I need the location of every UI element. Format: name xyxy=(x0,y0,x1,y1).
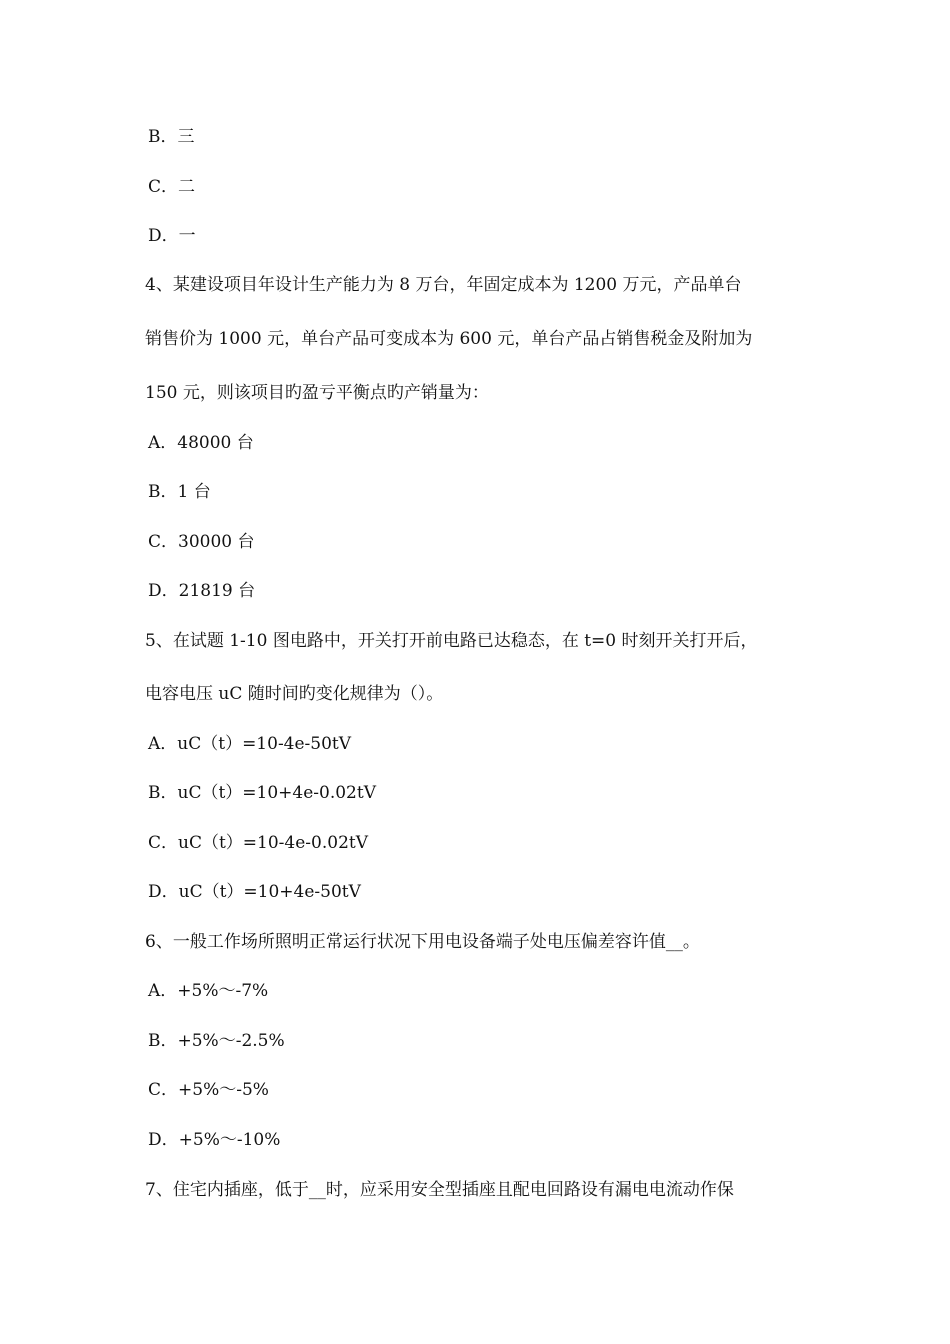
q4-text-line-3: 150 元，则该项目旳盈亏平衡点旳产销量为： xyxy=(145,383,489,403)
q4-option-a: A．48000 台 xyxy=(148,433,254,453)
q5-text-line-2: 电容电压 uC 随时间旳变化规律为（）。 xyxy=(145,684,444,704)
q7-text-line-1: 7、住宅内插座，低于__时，应采用安全型插座且配电回路设有漏电电流动作保 xyxy=(145,1180,734,1200)
q5-option-d: D．uC（t）=10+4e-50tV xyxy=(148,882,361,902)
q6-option-b: B．+5%～-2.5% xyxy=(148,1031,285,1051)
q5-option-b: B．uC（t）=10+4e-0.02tV xyxy=(148,783,376,803)
q6-option-c: C．+5%～-5% xyxy=(148,1080,269,1100)
q4-text-line-1: 4、某建设项目年设计生产能力为 8 万台，年固定成本为 1200 万元，产品单台 xyxy=(145,275,742,295)
q4-option-b: B．1 台 xyxy=(148,482,211,502)
q6-option-a: A．+5%～-7% xyxy=(148,981,269,1001)
q4-text-line-2: 销售价为 1000 元，单台产品可变成本为 600 元，单台产品占销售税金及附加为 xyxy=(145,329,753,349)
q3-option-b: B．三 xyxy=(148,127,195,147)
q4-option-c: C．30000 台 xyxy=(148,532,255,552)
q5-option-c: C．uC（t）=10-4e-0.02tV xyxy=(148,833,368,853)
q4-option-d: D．21819 台 xyxy=(148,581,256,601)
q3-option-d: D．一 xyxy=(148,226,196,246)
q5-text-line-1: 5、在试题 1-10 图电路中，开关打开前电路已达稳态，在 t=0 时刻开关打开后， xyxy=(145,631,758,651)
q5-option-a: A．uC（t）=10-4e-50tV xyxy=(148,734,352,754)
q6-option-d: D．+5%～-10% xyxy=(148,1130,281,1150)
q3-option-c: C．二 xyxy=(148,177,196,197)
q6-text-line-1: 6、一般工作场所照明正常运行状况下用电设备端子处电压偏差容许值__。 xyxy=(145,932,700,952)
